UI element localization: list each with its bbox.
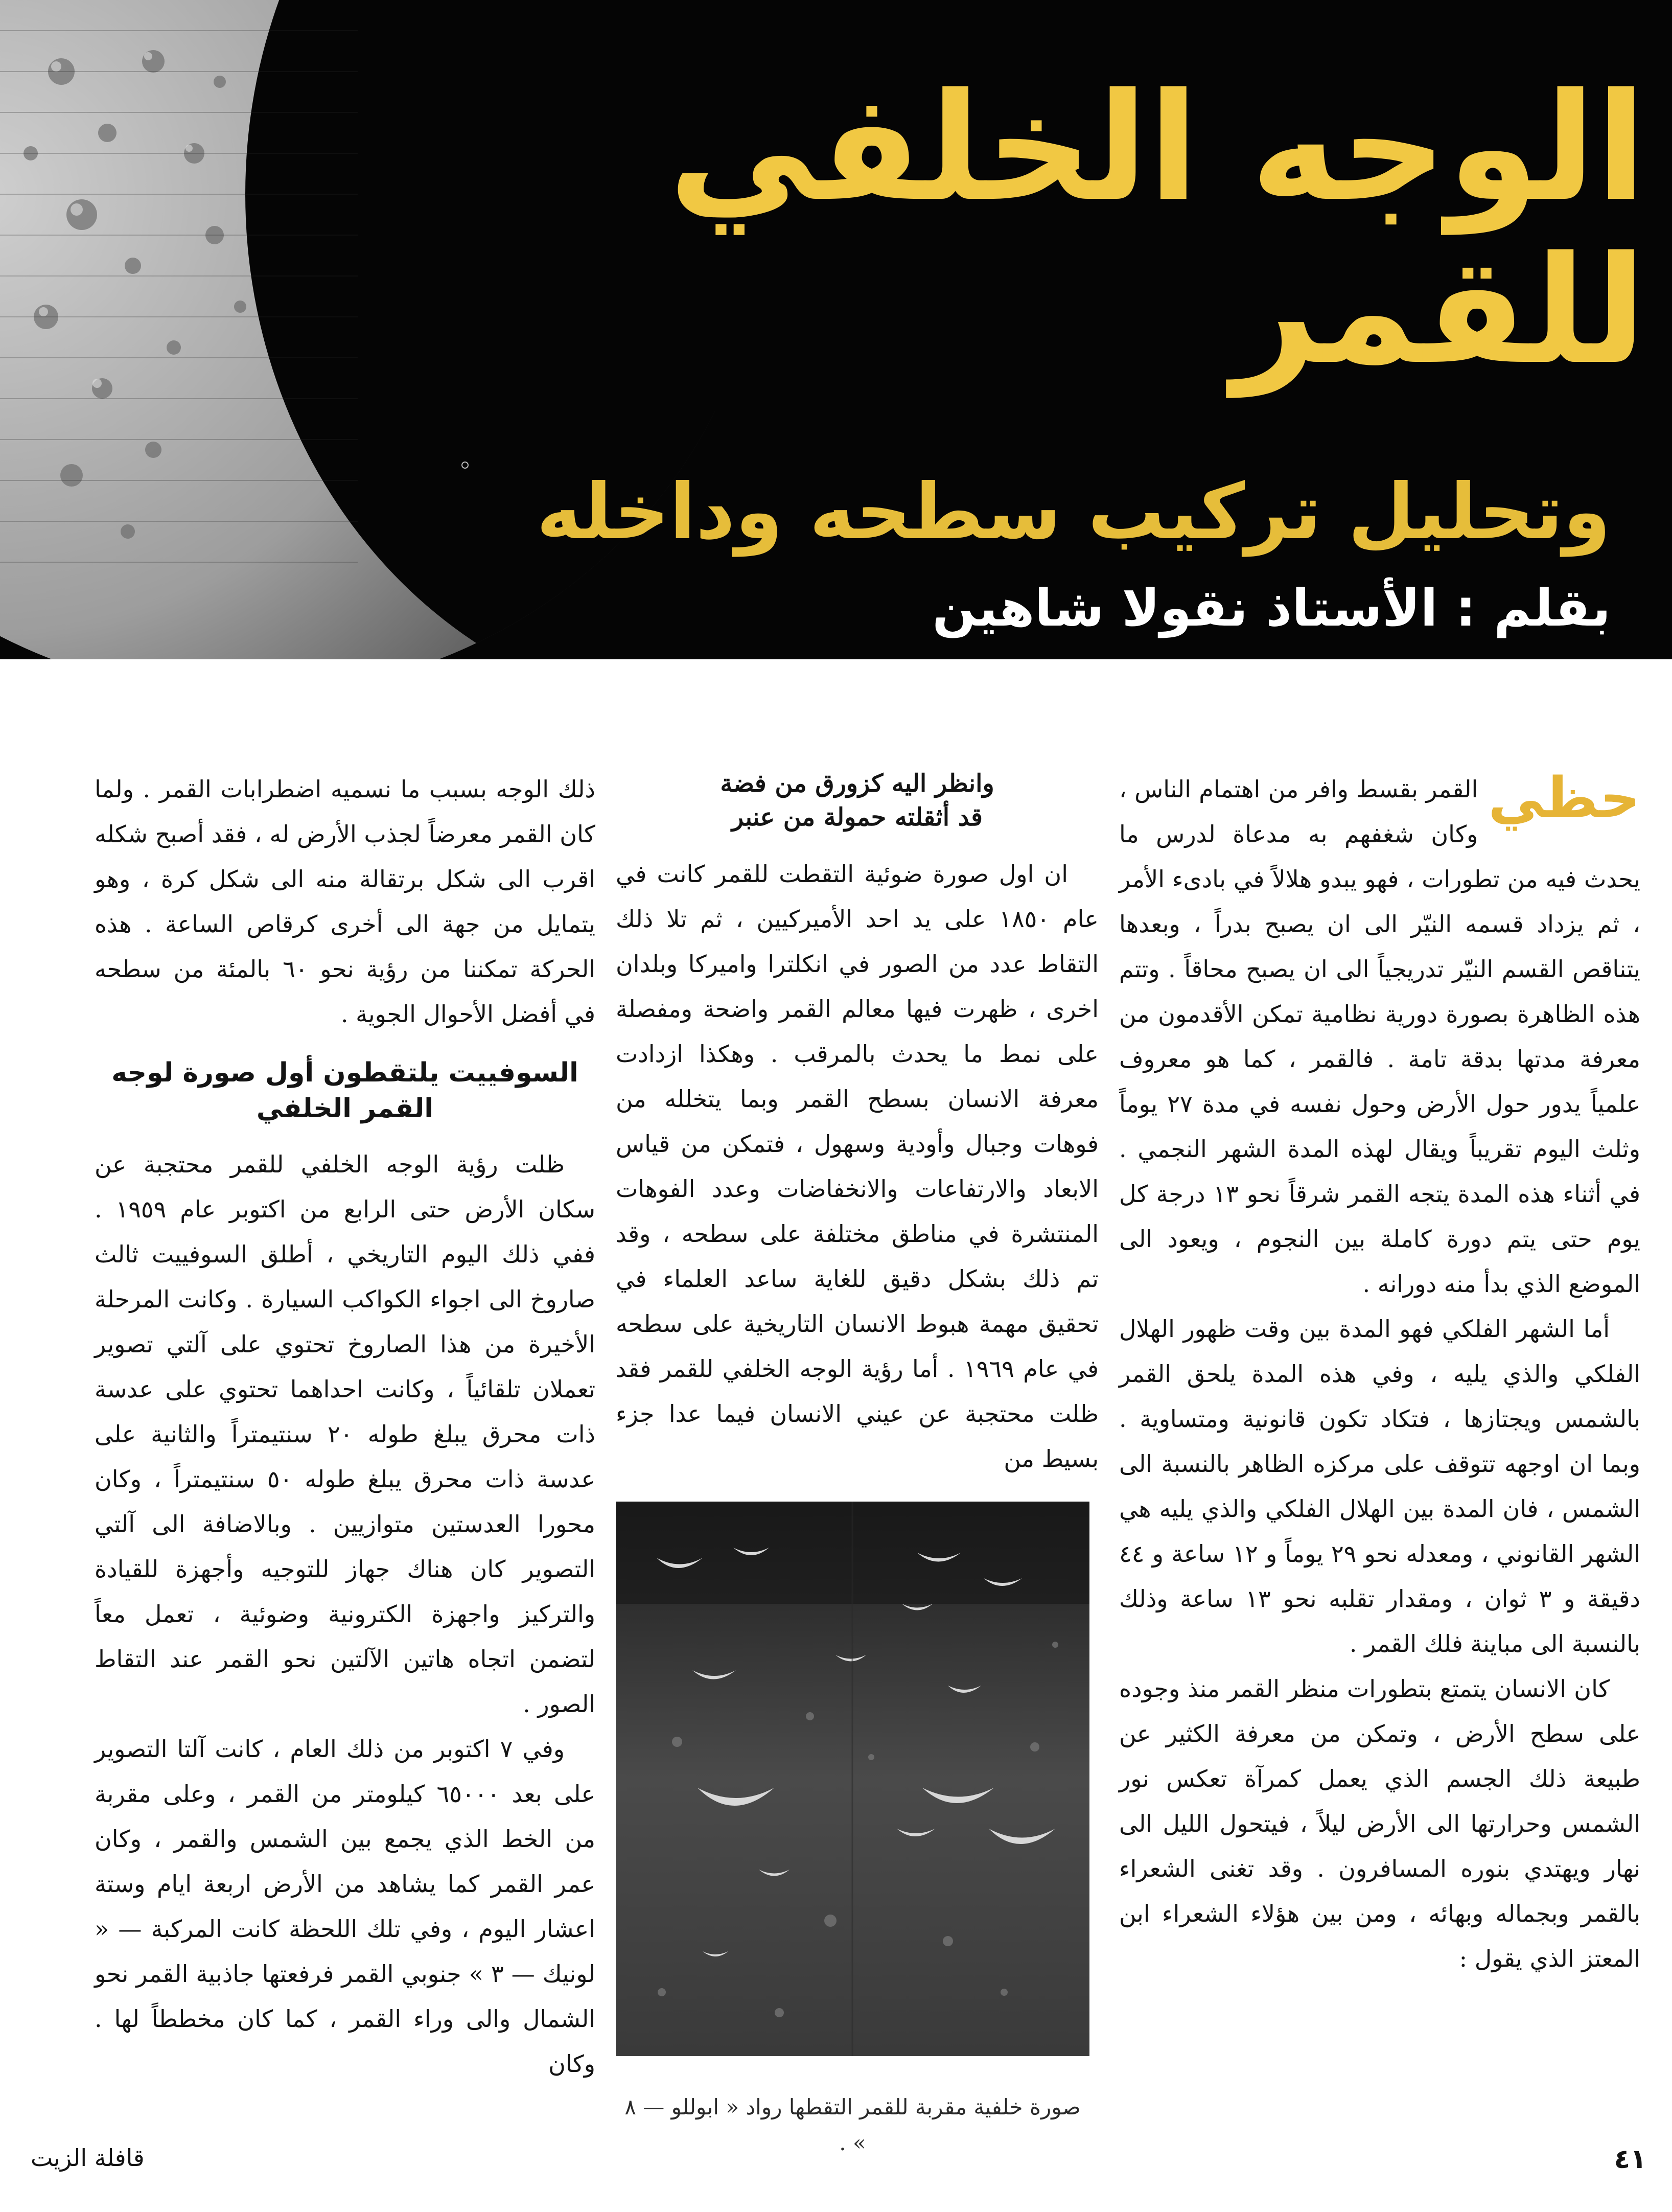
page-number: ٤١ [1614, 2144, 1646, 2175]
article-subtitle: وتحليل تركيب سطحه وداخله [536, 468, 1611, 557]
body-paragraph: ذلك الوجه بسبب ما نسميه اضطرابات القمر . ولما كان القمر معرضاً لجذب الأرض له ، فقد أصبح شكله اقرب الى شكل برتقالة منه الى شكل كرة ، وهو يتمايل من جهة الى أخرى كرقاص الساعة . هذه الحركة تمكننا من رؤية نحو ٦٠ بالمئة من سطحه في أفضل الأحوال الجوية . [95, 775, 595, 1028]
poem-verse [616, 767, 1099, 834]
body-paragraph: ان اول صورة ضوئية التقطت للقمر كانت في عام ١٨٥٠ على يد احد الأميركيين ، ثم تلا ذلك التقاط عدد من الصور في انكلترا واميركا وبلدان اخرى ، ظهرت فيها معالم القمر واضحة ومفصلة على نمط ما يحدث بالمرقب . وهكذا ازدادت معرفة الانسان بسطح القمر وبما يتخلله من فوهات وجبال وأودية وسهول ، فتمكن من قياس الابعاد والارتفاعات والانخفاضات وعدد الفوهات المنتشرة في مناطق مختلفة على سطحه ، وقد تم ذلك بشكل دقيق للغاية ساعد العلماء في تحقيق مهمة هبوط الانسان التاريخية على سطحه في عام ١٩٦٩ . أما رؤية الوجه الخلفي للقمر فقد ظلت محتجبة عن عيني الانسان فيما عدا جزء بسيط من [616, 860, 1099, 1472]
poem-line: وانظر اليه كزورق من فضة [720, 769, 994, 798]
column-left [95, 767, 595, 2086]
body-paragraph: ظلت رؤية الوجه الخلفي للقمر محتجبة عن سكان الأرض حتى الرابع من اكتوبر عام ١٩٥٩ . ففي ذلك اليوم التاريخي ، أطلق السوفييت ثالث صاروخ الى اجواء الكواكب السيارة . وكانت المرحلة الأخيرة من هذا الصاروخ تحتوي على آلتي تصوير تعملان تلقائياً ، وكانت احداهما تحتوي على عدسة ذات محرق يبلغ طوله ٢٠ سنتيمتراً والثانية على عدسة ذات محرق يبلغ طوله ٥٠ سنتيمتراً ، وكان محورا العدستين متوازيين . وبالاضافة الى آلتي التصوير كان هناك جهاز للتوجيه وأجهزة للقيادة والتركيز واجهزة الكترونية وضوئية ، تعمل معاً لتضمن اتجاه هاتين الآلتين نحو القمر عند التقاط الصور . [95, 1150, 595, 1718]
paragraph-text: القمر بقسط وافر من اهتمام الناس ، وكان شغفهم به مدعاة لدرس ما يحدث فيه من تطورات ، فهو يبدو هلالاً في بادىء الأمر ، ثم يزداد قسمه النيّر الى ان يصبح بدراً ، وبعدها يتناقص القسم النيّر تدريجياً الى ان يصبح محاقاً . وتتم هذه الظاهرة بصورة دورية نظامية تمكن الأقدمون من معرفة مدتها بدقة تامة . فالقمر ، كما هو معروف علمياً يدور حول الأرض وحول نفسه في مدة ٢٧ يوماً وثلث اليوم تقريباً ويقال لهذه المدة الشهر النجمي . في أثناء هذه المدة يتجه القمر شرقاً نحو ١٣ درجة كل يوم حتى يتم دورة كاملة بين النجوم ، ويعود الى الموضع الذي بدأ منه دورانه . [1119, 775, 1640, 1298]
column-middle [616, 767, 1099, 1481]
moon-closeup-figure [616, 1502, 1089, 2161]
article-title: الوجه الخلفي للقمر [668, 62, 1646, 397]
body-paragraph: وفي ٧ اكتوبر من ذلك العام ، كانت آلتا التصوير على بعد ٦٥٠٠٠ كيلومتر من القمر ، وعلى مقربة من الخط الذي يجمع بين الشمس والقمر ، وكان عمر القمر كما يشاهد من الأرض اربعة ايام وستة اعشار اليوم ، وفي تلك اللحظة كانت المركبة — « لونيك — ٣ » جنوبي القمر فرفعتها جاذبية القمر نحو الشمال والى وراء القمر ، كما كان مخططاً لها . وكان [95, 1735, 596, 2078]
drop-cap-word: حظي [1488, 765, 1640, 831]
photo-caption: صورة خلفية مقربة للقمر التقطها رواد « ابوللو — ٨ » . [624, 2094, 1081, 2155]
header-banner [0, 0, 1672, 659]
body-paragraph: أما الشهر الفلكي فهو المدة بين وقت ظهور الهلال الفلكي والذي يليه ، وفي هذه المدة يلحق القمر بالشمس ويجتازها ، فتكاد تكون قانونية ومتساوية . وبما ان اوجهه تتوقف على مركزه الظاهر بالنسبة الى الشمس ، فان المدة بين الهلال الفلكي والذي يليه هي الشهر القانوني ، ومعدله نحو ٢٩ يوماً و ١٢ ساعة و ٤٤ دقيقة و ٣ ثوان ، ومقدار تقلبه نحو ١٣ ساعة وذلك بالنسبة الى مباينة فلك القمر . [1119, 1315, 1641, 1657]
magazine-name: قافلة الزيت [31, 2144, 145, 2172]
moon-surface-photo [616, 1502, 1089, 2056]
poem-line: قد أثقلته حمولة من عنبر [732, 803, 983, 832]
intro-paragraph [1119, 767, 1640, 1306]
body-paragraph: كان الانسان يتمتع بتطورات منظر القمر منذ وجوده على سطح الأرض ، وتمكن من معرفة الكثير عن طبيعة ذلك الجسم الذي يعمل كمرآة تعكس نور الشمس وحرارتها الى الأرض ليلاً ، فيتحول الليل الى نهار ويهتدي بنوره المسافرون . وقد تغنى الشعراء بالقمر وبجماله وبهائه ، ومن بين هؤلاء الشعراء ابن المعتز الذي يقول : [1119, 1675, 1640, 1972]
column-right [1119, 767, 1640, 1981]
author-byline: بقلم : الأستاذ نقولا شاهين [932, 578, 1611, 638]
section-subheading: السوفييت يلتقطون أول صورة لوجه القمر الخلفي [111, 1057, 578, 1124]
